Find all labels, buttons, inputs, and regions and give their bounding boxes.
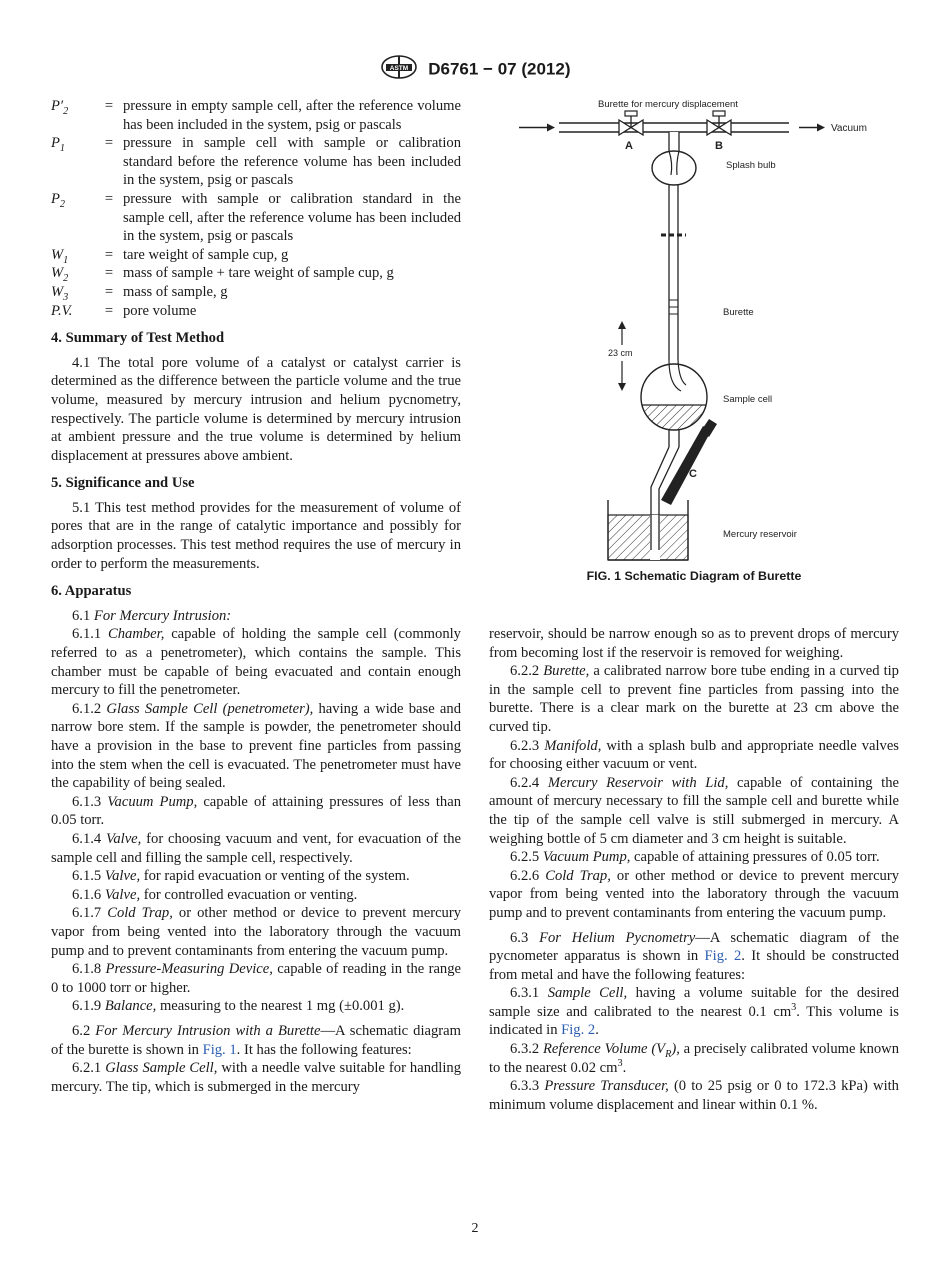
vacuum-arrow-head	[817, 124, 825, 132]
definition-text: pressure in empty sample cell, after the reference volume has been included in the system, psig or pascals	[123, 98, 461, 133]
para-6-2-4: 6.2.4 Mercury Reservoir with Lid, capable of containing the amount of mercury necessary to fill the sample cell and burette while the tip of the sample cell valve is still submerged in mercury. A weighing bottle of 5 cm diameter and 3 cm height is suitable.	[489, 774, 899, 847]
definition-symbol: $W_2$	[51, 265, 69, 285]
para-6-1-8: 6.1.8 Pressure-Measuring Device, capable of reading in the range 0 to 1000 torr or higher.	[51, 961, 461, 996]
section-4-heading: 4. Summary of Test Method	[51, 330, 225, 347]
figure-1-burette-diagram	[511, 95, 901, 565]
para-6-3-3: 6.3.3 Pressure Transducer, (0 to 25 psig or 0 to 172.3 kPa) with minimum volume displacement and linear within 0.1 %.	[489, 1078, 899, 1113]
para-6-1-1: 6.1.1 Chamber, capable of holding the sample cell (commonly referred to as a penetrometer), which contains the sample. This chamber must be capable of being evacuated and contain enough mercury to fill the penetrometer.	[51, 626, 461, 699]
para-6-3-2: 6.3.2 Reference Volume $(V_R)$, a precisely calibrated volume known to the nearest 0.02 $cm^3$.	[489, 1041, 899, 1076]
label-sample-cell: Sample cell	[723, 394, 773, 405]
para-6-3: 6.3 For Helium Pycnometry—A schematic diagram of the pycnometer apparatus is shown in Fig. 2. It should be constructed from metal and have the following features:	[489, 929, 900, 983]
down-arrow-icon	[618, 383, 626, 391]
definition-row	[51, 264, 461, 283]
para-6-1-5: 6.1.5 Valve, for rapid evacuation or venting of the system.	[72, 868, 410, 885]
definition-equals: =	[104, 246, 114, 263]
label-valve-a: A	[625, 140, 633, 152]
figure-1-caption: FIG. 1 Schematic Diagram of Burette	[586, 569, 802, 583]
label-splash-bulb: Splash bulb	[726, 160, 776, 171]
label-valve-b: B	[715, 140, 723, 152]
definition-equals: =	[104, 98, 114, 114]
definition-text: pore volume	[123, 302, 197, 319]
definition-equals: =	[104, 302, 114, 319]
astm-logo-text: ASTM	[389, 65, 408, 72]
label-valve-c: C	[689, 468, 697, 480]
definition-text: tare weight of sample cup, g	[123, 246, 289, 263]
para-4-1: 4.1 The total pore volume of a catalyst or catalyst carrier is determined as the difference between the particle volume and the true volume, measured by mercury intrusion and helium pycnometry, respectively. The particle volume is determined by mercury intrusion at ambient pressure and the true volume is determined by helium displacement at pressures above ambient.	[51, 354, 461, 464]
para-6-1: 6.1 For Mercury Intrusion:	[72, 607, 232, 624]
label-burette-displacement: Burette for mercury displacement	[598, 99, 738, 110]
para-6-2-2: 6.2.2 Burette, a calibrated narrow bore tube ending in a curved tip in the sample cell to prevent fine particles from passing into the burette. There is a clear mark on the burette at 23 cm above the curved tip.	[489, 663, 899, 735]
definition-text: mass of sample + tare weight of sample cup, g	[123, 265, 394, 282]
fig-1-link[interactable]: Fig. 1	[202, 1041, 237, 1058]
definition-row	[51, 302, 461, 321]
definitions-table	[51, 97, 461, 320]
para-6-2-1-continued: reservoir, should be narrow enough so as to prevent drops of mercury from becoming lost if the reservoir is removed for weighing.	[489, 626, 899, 661]
definition-row	[51, 97, 461, 134]
label-23cm: 23 cm	[608, 348, 633, 358]
label-mercury-reservoir: Mercury reservoir	[723, 529, 797, 540]
definition-symbol: P.V.	[51, 302, 73, 319]
para-6-3-1: 6.3.1 Sample Cell, having a volume suitable for the desired sample size and calibrated to the nearest 0.1 $cm^3$. This volume is indicated in Fig. 2.	[489, 985, 899, 1039]
inlet-arrow-head	[547, 124, 555, 132]
definition-equals: =	[104, 265, 114, 282]
para-6-1-2: 6.1.2 Glass Sample Cell (penetrometer), having a wide base and narrow bore stem. If the sample is powder, the penetrometer should have a provision in the base to prevent fine particles from passing into the stem when the cell is evacuated. The penetrometer must have the capability of being sealed.	[51, 700, 461, 792]
astm-logo-icon	[380, 55, 418, 84]
fig-2-link-2[interactable]: Fig. 2	[561, 1022, 596, 1039]
definition-row	[51, 246, 461, 265]
definition-equals: =	[104, 190, 114, 207]
definition-text: mass of sample, g	[123, 283, 228, 300]
definition-equals: =	[104, 283, 114, 300]
para-6-1-4: 6.1.4 Valve, for choosing vacuum and vent, for evacuation of the sample cell and filling the sample cell, respectively.	[51, 830, 461, 866]
definition-symbol: $P_2$	[51, 190, 66, 210]
para-6-2-5: 6.2.5 Vacuum Pump, capable of attaining pressures of 0.05 torr.	[510, 849, 880, 866]
para-6-2-1: 6.2.1 Glass Sample Cell, with a needle valve suitable for handling mercury. The tip, which is submerged in the mercury	[51, 1060, 461, 1095]
definition-symbol: $W_1$	[51, 246, 69, 266]
splash-bulb	[652, 151, 696, 185]
label-vacuum: Vacuum	[831, 123, 867, 134]
para-6-2-6: 6.2.6 Cold Trap, or other method or device to prevent mercury vapor from being vented into the laboratory through the vacuum pump and to prevent contaminants from entering the vacuum pump.	[489, 867, 899, 921]
para-6-2-3: 6.2.3 Manifold, with a splash bulb and appropriate needle valves for choosing either vacuum or vent.	[489, 737, 899, 773]
definition-row	[51, 190, 461, 246]
definition-equals: =	[104, 135, 114, 152]
definition-text: pressure with sample or calibration standard in the sample cell, after the reference volume has been included in the system, psig or pascals	[123, 190, 461, 245]
para-6-1-7: 6.1.7 Cold Trap, or other method or device to prevent mercury vapor from being vented into the laboratory through the vacuum pump and to prevent contaminants from entering the vacuum pump.	[51, 905, 461, 959]
definition-symbol: $W_3$	[51, 283, 69, 303]
para-6-1-9: 6.1.9 Balance, measuring to the nearest 1 mg (±0.001 g).	[72, 998, 405, 1015]
para-5-1: 5.1 This test method provides for the measurement of volume of pores that are in the range of catalytic importance and possibly for adsorption processes. This test method requires the use of mercury in order to perform the measurements.	[51, 499, 461, 572]
right-column	[489, 625, 899, 1114]
left-column	[51, 97, 461, 1096]
section-5-heading: 5. Significance and Use	[51, 475, 195, 492]
definition-row	[51, 283, 461, 302]
section-6-heading: 6. Apparatus	[51, 583, 132, 600]
definition-symbol: $P'_2$	[51, 98, 69, 117]
para-6-1-6: 6.1.6 Valve, for controlled evacuation or venting.	[72, 886, 358, 903]
document-designation: D6761 − 07 (2012)	[428, 59, 571, 79]
page-header	[0, 55, 950, 84]
para-6-1-3: 6.1.3 Vacuum Pump, capable of attaining pressures of less than 0.05 torr.	[51, 793, 461, 829]
fig-2-link[interactable]: Fig. 2	[704, 948, 742, 965]
definition-text: pressure in sample cell with sample or calibration standard before the reference volume has been included in the system, psig or pascals	[123, 135, 461, 189]
label-burette: Burette	[723, 307, 754, 318]
page-number: 2	[471, 1221, 479, 1236]
definition-symbol: $P_1$	[51, 135, 66, 155]
up-arrow-icon	[618, 321, 626, 329]
mercury-reservoir	[608, 515, 688, 560]
para-6-2: 6.2 For Mercury Intrusion with a Burette—A schematic diagram of the burette is shown in Fig. 1. It has the following features:	[51, 1022, 461, 1058]
definition-row	[51, 134, 461, 190]
